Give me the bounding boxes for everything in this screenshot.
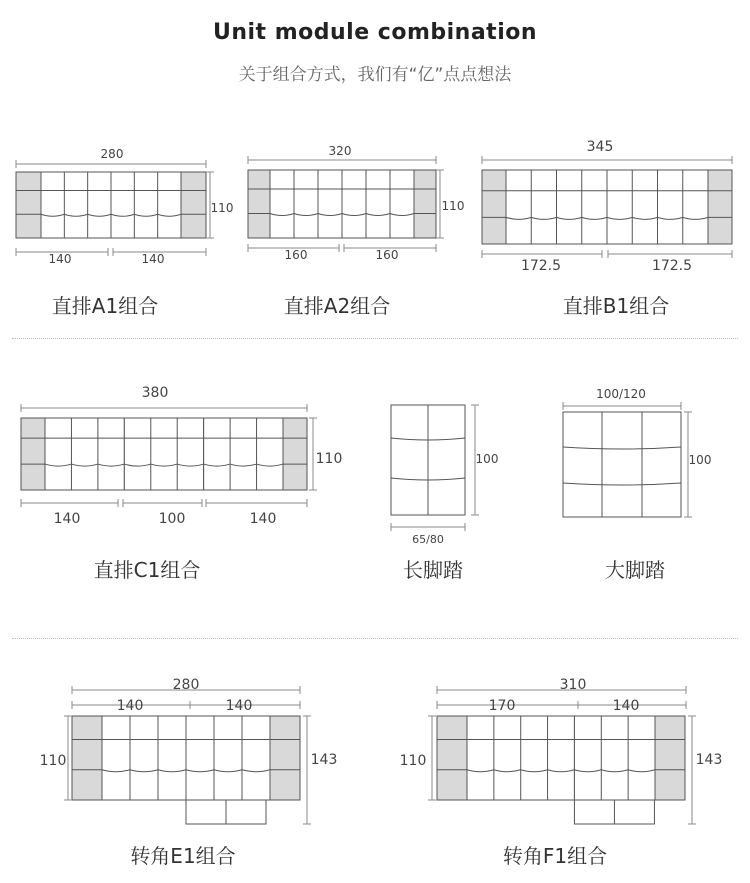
e1-depth-label: 110: [39, 753, 67, 769]
a2-depth-label: 110: [441, 199, 465, 213]
armrest: [21, 418, 45, 490]
armrest: [181, 172, 206, 238]
module-c1-drawing: [21, 404, 317, 507]
corner-e1-drawing: [64, 686, 311, 824]
armrest: [437, 716, 467, 800]
module-a1-drawing: [16, 160, 214, 256]
module-caption: 直排A2组合: [283, 294, 391, 318]
module-a2-drawing: [248, 156, 444, 252]
a1-segment-label: 140: [48, 252, 72, 266]
e1-segment-label: 140: [116, 698, 144, 714]
f1-depth-label: 110: [399, 753, 427, 769]
a1-width-label: 280: [100, 147, 124, 161]
page-subtitle: 关于组合方式，我们有“亿”点点想法: [238, 65, 512, 85]
c1-segment-label: 140: [53, 511, 81, 527]
module-caption: 直排B1组合: [562, 294, 670, 318]
c1-segment-label: 100: [158, 511, 186, 527]
b1-segment-label: 172.5: [651, 258, 693, 274]
f1-corner-depth-label: 143: [695, 752, 723, 768]
a1-segment-label: 140: [141, 252, 165, 266]
footstool-outline: [563, 412, 681, 517]
armrest: [16, 172, 41, 238]
e1-corner-depth-label: 143: [310, 752, 338, 768]
long-footstool-depth-label: 100: [475, 452, 499, 466]
seat-section: [270, 170, 342, 238]
a2-segment-label: 160: [375, 248, 399, 262]
armrest: [482, 170, 506, 244]
armrest: [655, 716, 685, 800]
module-caption: 转角E1组合: [130, 844, 236, 868]
armrest: [72, 716, 102, 800]
seat-section: [204, 418, 283, 490]
seat-section: [45, 418, 124, 490]
f1-width-label: 310: [559, 677, 587, 693]
module-caption: 直排A1组合: [51, 294, 159, 318]
seat-section: [102, 716, 186, 800]
a1-depth-label: 110: [210, 201, 234, 215]
c1-width-label: 380: [141, 385, 169, 401]
large-footstool-depth-label: 100: [688, 453, 712, 467]
seat-section: [111, 172, 181, 238]
module-b1-drawing: [482, 156, 732, 258]
seat-section: [124, 418, 203, 490]
seat-section: [41, 172, 111, 238]
e1-segment-label: 140: [225, 698, 253, 714]
long-footstool-width-label: 65/80: [412, 533, 444, 546]
seat-section: [186, 716, 270, 800]
e1-width-label: 280: [172, 677, 200, 693]
armrest: [248, 170, 270, 238]
a2-width-label: 320: [328, 144, 352, 158]
module-caption: 大脚踏: [605, 558, 665, 582]
long-footstool-drawing: [391, 405, 479, 531]
module-caption: 直排C1组合: [93, 558, 201, 582]
f1-segment-label: 170: [488, 698, 516, 714]
armrest: [708, 170, 732, 244]
module-caption: 长脚踏: [403, 558, 463, 582]
page-title: Unit module combination: [212, 20, 538, 45]
module-caption: 转角F1组合: [502, 844, 608, 868]
seat-section: [342, 170, 414, 238]
c1-depth-label: 110: [315, 451, 343, 467]
c1-segment-label: 140: [249, 511, 277, 527]
f1-segment-label: 140: [612, 698, 640, 714]
large-footstool-drawing: [563, 402, 692, 517]
b1-width-label: 345: [586, 139, 614, 155]
large-footstool-width-label: 100/120: [596, 387, 646, 401]
corner-f1-drawing: [428, 686, 696, 824]
armrest: [283, 418, 307, 490]
armrest: [414, 170, 436, 238]
a2-segment-label: 160: [284, 248, 308, 262]
seat-section: [574, 716, 655, 800]
b1-segment-label: 172.5: [520, 258, 562, 274]
armrest: [270, 716, 300, 800]
